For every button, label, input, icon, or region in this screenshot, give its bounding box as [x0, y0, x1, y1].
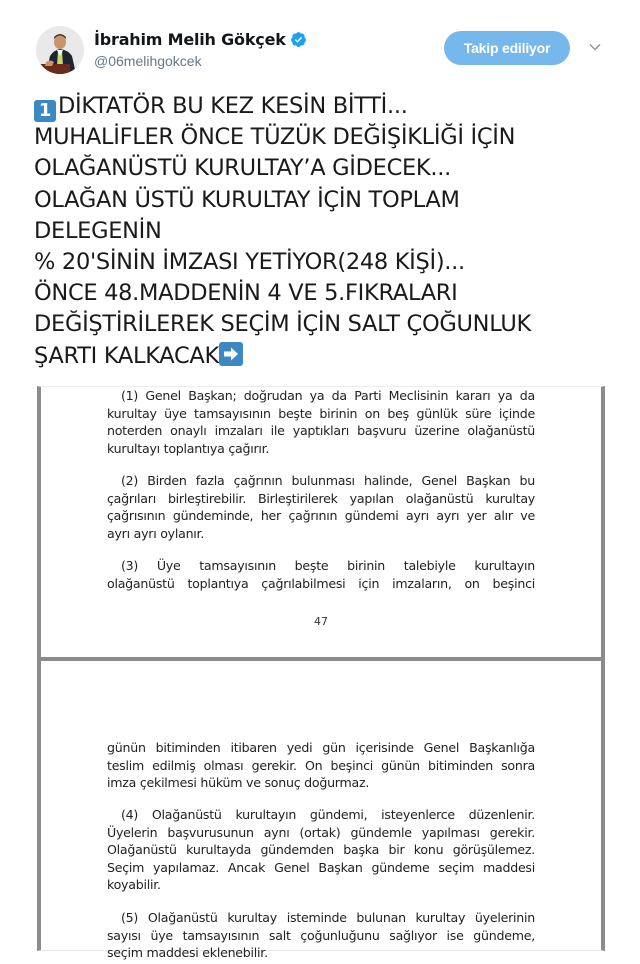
user-identity[interactable]	[94, 28, 307, 69]
tweet-line: 1 DİKTATÖR BU KEZ KESİN BİTTİ...	[34, 91, 624, 122]
tweet-line: OLAĞAN ÜSTÜ KURULTAY İÇİN TOPLAM	[34, 186, 460, 213]
avatar-image	[36, 26, 84, 74]
document-paragraph-2: (2) Birden fazla çağrının bulunması halinde, Genel Başkan bu çağrıları birleştirebilir. Birleştirilerek yapılan olağanüstü kurultay çağrısının gündeminde, her çağrının gündemi ayrı ayrı yer alır ve ayrı ayrı oylanır.	[107, 473, 535, 541]
attached-document-image[interactable]	[37, 386, 605, 961]
document-paragraph-6: (5) Olağanüstü kurultay isteminde bulunan kurultay üyelerinin sayısı üye tamsayısının salt çoğunluğunu sağlıyor ise gündeme, seçim maddesi eklenebilir.	[107, 910, 535, 961]
tweet-line: MUHALİFLER ÖNCE TÜZÜK DEĞİŞİKLİĞİ İÇİN	[34, 124, 516, 151]
document-paragraph-3: (3) Üye tamsayısının beşte birinin talebiyle kurultayın olağanüstü toplantıya çağrılabilmesi için imzaların, on beşinci	[107, 558, 535, 591]
tweet-line: % 20'SİNİN İMZASI YETİYOR(248 KİŞİ)...	[34, 248, 465, 275]
tweet-line: ÖNCE 48.MADDENİN 4 VE 5.FIKRALARI	[34, 280, 458, 307]
tweet-line: ŞARTI KALKACAK	[34, 341, 624, 372]
tweet-text	[34, 91, 624, 372]
display-name[interactable]: İbrahim Melih Gökçek	[94, 29, 286, 49]
right-arrow-icon	[219, 342, 243, 366]
document-paragraph-4: günün bitiminden itibaren yedi gün içerisinde Genel Başkanlığa teslim edilmiş olması gerekir. On beşinci günün bitiminden sonra imza çekilmesi hüküm ve sonuç doğurmaz.	[107, 740, 535, 791]
user-handle[interactable]: @06melihgokcek	[94, 53, 202, 69]
following-button[interactable]: Takip ediliyor	[444, 31, 570, 65]
tweet-line: OLAĞANÜSTÜ KURULTAY’A GİDECEK...	[34, 155, 451, 182]
tweet-header	[36, 26, 616, 76]
avatar[interactable]	[36, 26, 84, 74]
tweet-line: DELEGENİN	[34, 217, 162, 244]
page-number: 47	[314, 615, 328, 628]
verified-badge-icon	[290, 31, 307, 48]
document-paragraph-5: (4) Olağanüstü kurultayın gündemi, isteyenlerce düzenlenir. Üyelerin başvurusunun aynı (ortak) gündemle yapılması gerekir. Olağanüstü kurultayda gündemden başka bir konu görüşülemez. Seçim yapılamaz. Ancak Genel Başkan gündeme seçim maddesi koyabilir.	[107, 807, 535, 893]
tweet-line: DEĞİŞTİRİLEREK SEÇİM İÇİN SALT ÇOĞUNLUK	[34, 311, 531, 338]
document-paragraph-1: (1) Genel Başkan; doğrudan ya da Parti Meclisinin kararı ya da kurultay üye tamsayısının beşte birinin on beş günlük süre içinde noterden onaylı imzaları ile yaptıkları başvuru üzerine olağanüstü kurultayı toplantıya çağırır.	[107, 388, 535, 456]
keycap-one-icon: 1	[34, 100, 56, 122]
chevron-down-icon[interactable]	[588, 39, 602, 53]
page-divider	[41, 657, 601, 661]
